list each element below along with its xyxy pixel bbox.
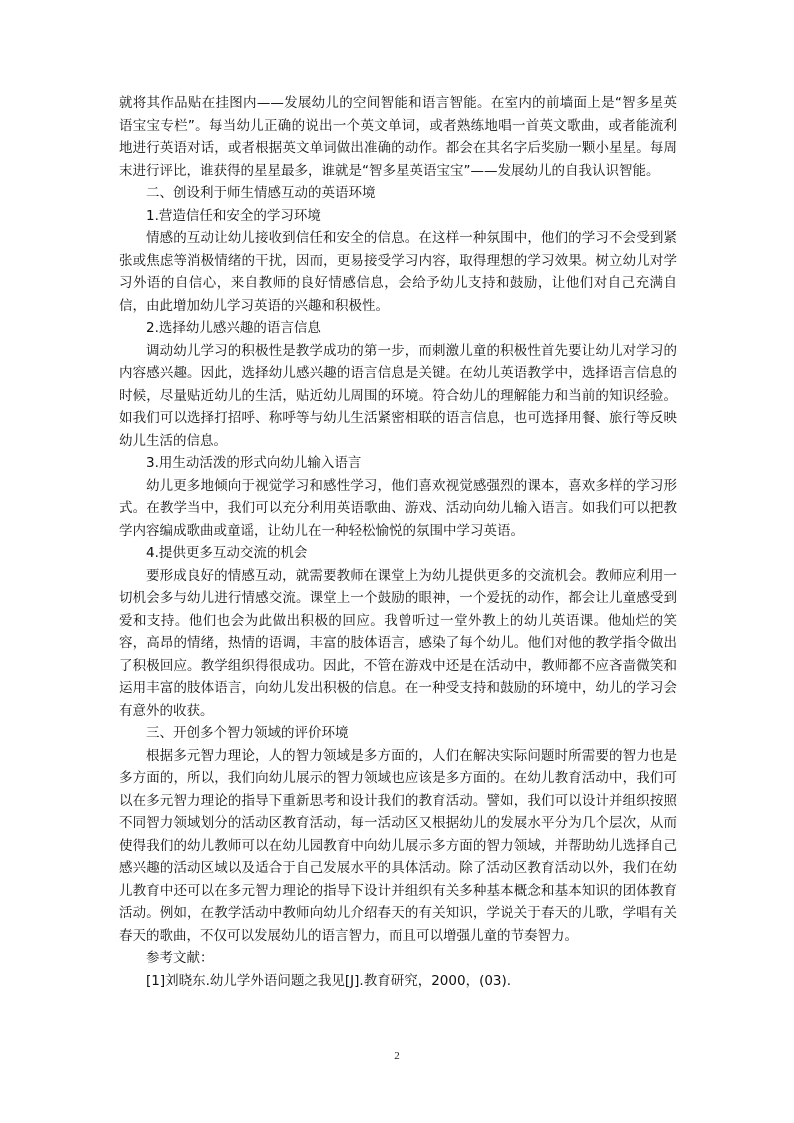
- references-heading: 参考文献：: [146, 950, 214, 966]
- paragraph-interaction: 要形成良好的情感互动，就需要教师在课堂上为幼儿提供更多的交流机会。教师应利用一切机会多与幼儿进行情感交流。课堂上一个鼓励的眼神，一个爱抚的动作，都会让儿童感受到爱和支持。他们也会为此做出积极的回应。我曾听过一堂外教上的幼儿英语课。他灿烂的笑容，高昂的情绪，热情的语调，丰富的肢体语言，感染了每个幼儿。他们对他的教学指令做出了积极回应。教学组织得很成功。因此，不管在游戏中还是在活动中，教师都不应吝啬微笑和运用丰富的肢体语言，向幼儿发出积极的信息。在一种受支持和鼓励的环境中，幼儿的学习会有意外的收获。: [119, 567, 677, 719]
- subheading-2-4: 4.提供更多互动交流的机会: [146, 545, 308, 561]
- reference-item: [1]刘晓东.幼儿学外语问题之我见[J].教育研究，2000，(03).: [146, 972, 512, 989]
- subheading-2-3: 3.用生动活泼的形式向幼儿输入语言: [146, 455, 362, 471]
- subheading-2-2: 2.选择幼儿感兴趣的语言信息: [146, 320, 321, 336]
- paragraph-intro: 就将其作品贴在挂图内——发展幼儿的空间智能和语言智能。在室内的前墙面上是“智多星英语宝宝专栏”。每当幼儿正确的说出一个英文单词，或者熟练地唱一首英文歌曲，或者能流利地进行英语对话，或者根据英文单词做出准确的动作。都会在其名字后奖励一颗小星星。每周末进行评比，谁获得的星星最多，谁就是“智多星英语宝宝”——发展幼儿的自我认识智能。: [119, 95, 677, 179]
- section-heading-3: 三、开创多个智力领域的评价环境: [146, 725, 349, 741]
- document-body: [119, 92, 677, 992]
- paragraph-evaluation: 根据多元智力理论，人的智力领域是多方面的，人们在解决实际问题时所需要的智力也是多方面的，所以，我们向幼儿展示的智力领域也应该是多方面的。在幼儿教育活动中，我们可以在多元智力理论的指导下重新思考和设计我们的教育活动。譬如，我们可以设计并组织按照不同智力领域划分的活动区教育活动，每一活动区又根据幼儿的发展水平分为几个层次，从而使得我们的幼儿教师可以在幼儿园教育中向幼儿展示多方面的智力领域，并帮助幼儿选择自己感兴趣的活动区域以及适合于自己发展水平的具体活动。除了活动区教育活动以外，我们在幼儿教育中还可以在多元智力理论的指导下设计并组织有关多种基本概念和基本知识的团体教育活动。例如，在教学活动中教师向幼儿介绍春天的有关知识，学说关于春天的儿歌，学唱有关春天的歌曲，不仅可以发展幼儿的语言智力，而且可以增强儿童的节奏智力。: [119, 747, 677, 944]
- page-number: 2: [394, 1050, 400, 1062]
- paragraph-input: 幼儿更多地倾向于视觉学习和感性学习，他们喜欢视觉感强烈的课本，喜欢多样的学习形式。在教学当中，我们可以充分利用英语歌曲、游戏、活动向幼儿输入语言。如我们可以把教学内容编成歌曲或童谣，让幼儿在一种轻松愉悦的氛围中学习英语。: [119, 477, 677, 539]
- paragraph-interest: 调动幼儿学习的积极性是教学成功的第一步，而刺激儿童的积极性首先要让幼儿对学习的内容感兴趣。因此，选择幼儿感兴趣的语言信息是关键。在幼儿英语教学中，选择语言信息的时候，尽量贴近幼儿的生活，贴近幼儿周围的环境。符合幼儿的理解能力和当前的知识经验。如我们可以选择打招呼、称呼等与幼儿生活紧密相联的语言信息，也可选择用餐、旅行等反映幼儿生活的信息。: [119, 342, 677, 449]
- paragraph-trust: 情感的互动让幼儿接收到信任和安全的信息。在这样一种氛围中，他们的学习不会受到紧张或焦虑等消极情绪的干扰，因而，更易接受学习内容，取得理想的学习效果。树立幼儿对学习外语的自信心，来自教师的良好情感信息，会给予幼儿支持和鼓励，让他们对自己充满自信，由此增加幼儿学习英语的兴趣和积极性。: [119, 230, 677, 314]
- subheading-2-1: 1.营造信任和安全的学习环境: [146, 207, 321, 224]
- section-heading-2: 二、创设利于师生情感互动的英语环境: [146, 185, 376, 201]
